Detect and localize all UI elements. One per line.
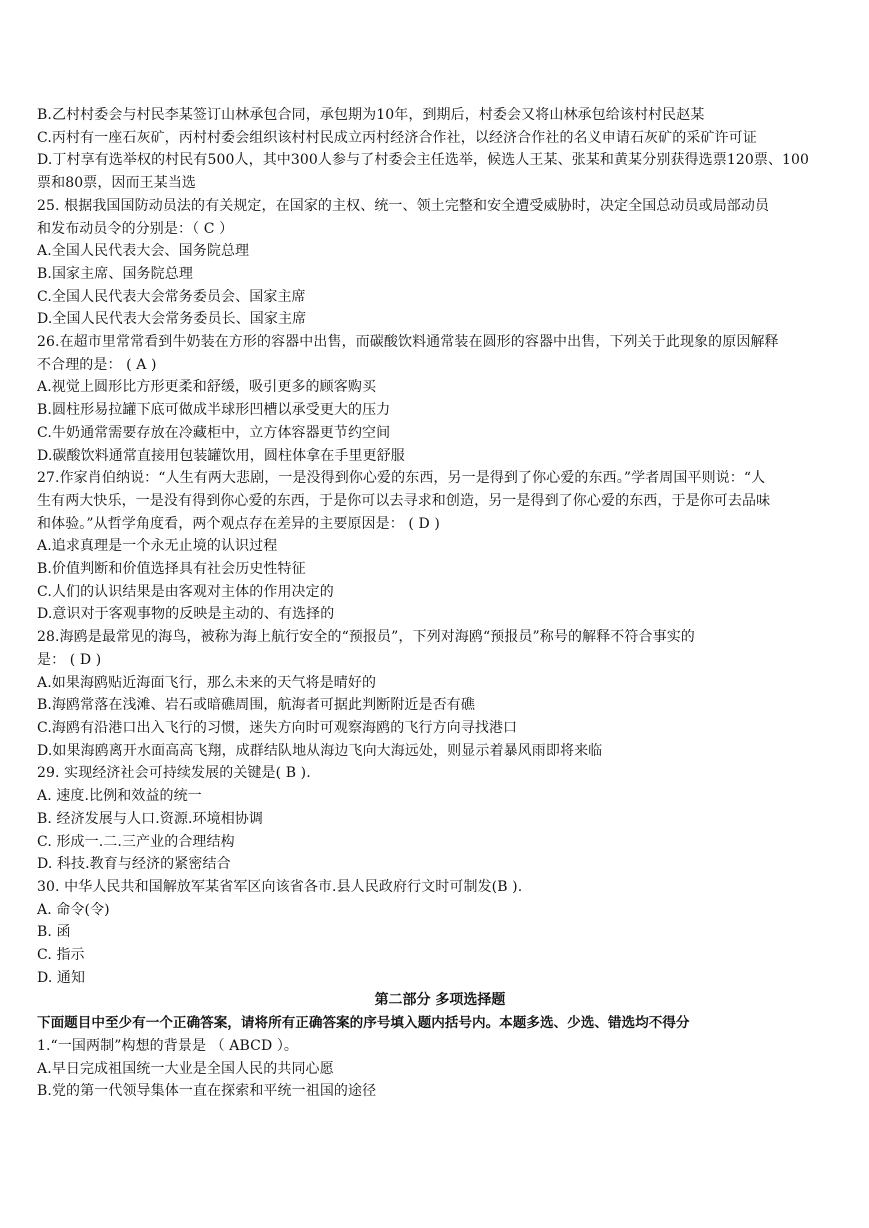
option-b: B.海鸥常落在浅滩、岩石或暗礁周围，航海者可据此判断附近是否有礁 — [37, 697, 475, 714]
question-stem: 30. 中华人民共和国解放军某省军区向该省各市.县人民政府行文时可制发(B ). — [37, 878, 523, 895]
question-stem: 1.“一国两制”构想的背景是 （ ABCD ）。 — [37, 1037, 299, 1054]
question-25 — [37, 195, 843, 331]
option-c: C.全国人民代表大会常务委员会、国家主席 — [37, 288, 306, 305]
option-a: A.如果海鸥贴近海面飞行，那么未来的天气将是晴好的 — [37, 674, 377, 691]
question-stem: 29. 实现经济社会可持续发展的关键是( B ). — [37, 765, 311, 782]
option-a: A.视觉上圆形比方形更柔和舒缓，吸引更多的顾客购买 — [37, 379, 377, 396]
question-stem-cont: 和体验。”从哲学角度看，两个观点存在差异的主要原因是： ( D ) — [37, 515, 440, 532]
option-a: A. 命令(令) — [37, 901, 110, 918]
exam-page — [37, 104, 843, 1103]
question-stem-cont: 和发布动员令的分别是：（ C ） — [37, 220, 234, 237]
option-c: C.牛奶通常需要存放在冷藏柜中，立方体容器更节约空间 — [37, 424, 391, 441]
question-stem-cont: 生有两大快乐，一是没有得到你心爱的东西，于是你可以去寻求和创造，另一是得到了你心爱的东西，于是你可去品味 — [37, 492, 771, 509]
option-d: D.碳酸饮料通常直接用包装罐饮用，圆柱体拿在手里更舒服 — [37, 447, 405, 464]
option-b: B.圆柱形易拉罐下底可做成半球形凹槽以承受更大的压力 — [37, 402, 391, 419]
part-two — [37, 989, 843, 1034]
option-b: B.党的第一代领导集体一直在探索和平统一祖国的途径 — [37, 1083, 377, 1100]
option-c: C.丙村有一座石灰矿，丙村村委会组织该村村民成立丙村经济合作社，以经济合作社的名义申请石灰矿的采矿许可证 — [37, 129, 757, 146]
option-a: A.早日完成祖国统一大业是全国人民的共同心愿 — [37, 1060, 334, 1077]
option-a: A. 速度.比例和效益的统一 — [37, 788, 202, 805]
section-title: 第二部分 多项选择题 — [374, 992, 506, 1009]
option-d: D.丁村享有选举权的村民有500人，其中300人参与了村委会主任选举，候选人王某、张某和黄某分别获得选票120票、100 — [37, 152, 810, 169]
question-stem: 26.在超市里常常看到牛奶装在方形的容器中出售，而碳酸饮料通常装在圆形的容器中出售，下列关于此现象的原因解释 — [37, 334, 779, 351]
option-d-cont: 票和80票，因而王某当选 — [37, 175, 197, 192]
question-28 — [37, 626, 843, 762]
option-a: A.追求真理是一个永无止境的认识过程 — [37, 538, 278, 555]
option-b: B.价值判断和价值选择具有社会历史性特征 — [37, 561, 306, 578]
option-b: B. 函 — [37, 924, 71, 941]
question-27 — [37, 467, 843, 626]
option-d: D. 科技.教育与经济的紧密结合 — [37, 856, 231, 873]
question-stem: 27.作家肖伯纳说：“人生有两大悲剧，一是没得到你心爱的东西，另一是得到了你心爱的东西。”学者周国平则说：“人 — [37, 470, 766, 487]
question-stem-cont: 不合理的是： ( A ) — [37, 356, 157, 373]
option-c: C. 指示 — [37, 947, 85, 964]
option-d: D.如果海鸥离开水面高高飞翔，成群结队地从海边飞向大海远处，则显示着暴风雨即将来临 — [37, 742, 603, 759]
option-b: B.国家主席、国务院总理 — [37, 265, 193, 282]
option-c: C.海鸥有沿港口出入飞行的习惯，迷失方向时可观察海鸥的飞行方向寻找港口 — [37, 719, 518, 736]
option-d: D.意识对于客观事物的反映是主动的、有选择的 — [37, 606, 335, 623]
section-instruction: 下面题目中至少有一个正确答案，请将所有正确答案的序号填入题内括号内。本题多选、少选、错选均不得分 — [37, 1015, 690, 1032]
option-b: B.乙村村委会与村民李某签订山林承包合同，承包期为10年，到期后，村委会又将山林承包给该村村民赵某 — [37, 107, 705, 123]
question-stem: 25. 根据我国国防动员法的有关规定，在国家的主权、统一、领土完整和安全遭受威胁时，决定全国总动员或局部动员 — [37, 197, 770, 214]
question-30 — [37, 876, 843, 990]
option-d: D. 通知 — [37, 969, 86, 986]
question-stem: 28.海鸥是最常见的海鸟，被称为海上航行安全的“预报员”，下列对海鸥“预报员”称号的解释不符合事实的 — [37, 629, 695, 646]
option-b: B. 经济发展与人口.资源.环境相协调 — [37, 810, 263, 827]
question-stem-cont: 是： ( D ) — [37, 651, 102, 668]
option-a: A.全国人民代表大会、国务院总理 — [37, 243, 250, 260]
question-26 — [37, 331, 843, 467]
multi-question-1 — [37, 1035, 843, 1103]
prev-question-continuation — [37, 104, 843, 195]
option-c: C.人们的认识结果是由客观对主体的作用决定的 — [37, 583, 334, 600]
option-d: D.全国人民代表大会常务委员长、国家主席 — [37, 311, 307, 328]
question-29 — [37, 762, 843, 876]
option-c: C. 形成一.二.三产业的合理结构 — [37, 833, 235, 850]
